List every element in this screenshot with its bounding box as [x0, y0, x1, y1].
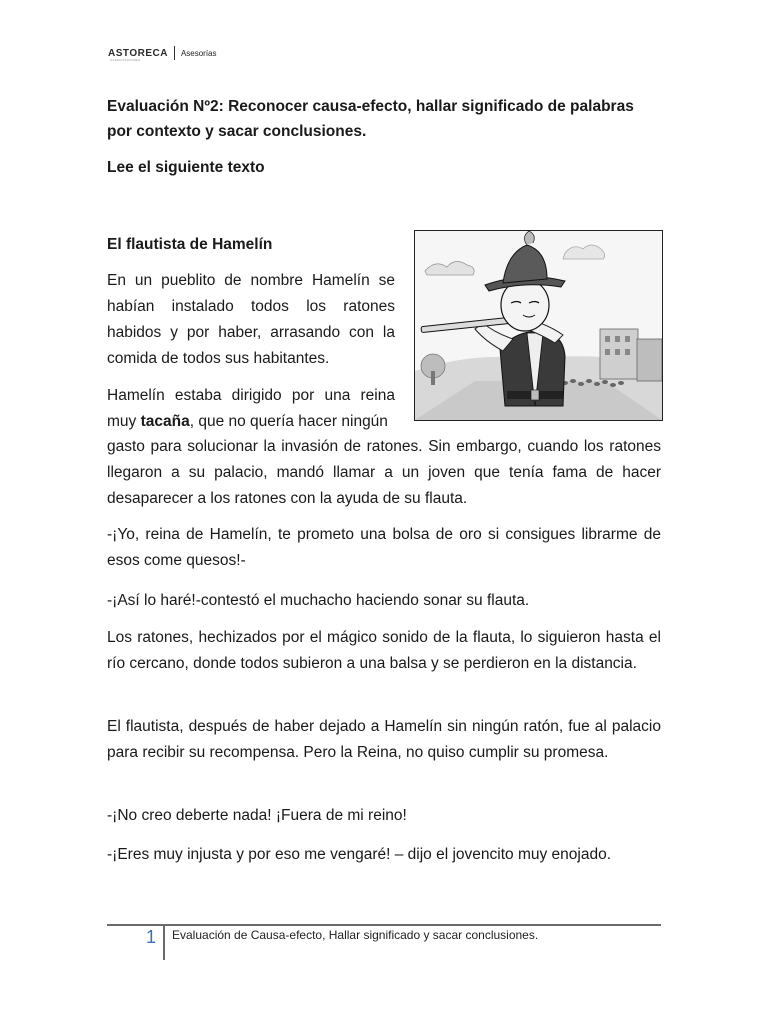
- keyword-tacana: tacaña: [140, 413, 190, 430]
- document-title: Evaluación Nº2: Reconocer causa-efecto, hallar significado de palabras por contexto y sacar conclusiones.: [107, 98, 634, 140]
- flute-player-drawing: [415, 231, 662, 420]
- paragraph-2-after-keyword: , que no quería hacer ningún: [189, 413, 388, 430]
- flute-player-illustration: [414, 230, 663, 421]
- logo-tagline: Asesorías: [180, 48, 217, 58]
- story-paragraph-5: Los ratones, hechizados por el mágico sonido de la flauta, lo siguieron hasta el río cercano, donde todos subieron a una balsa y se perdieron en la distancia.: [107, 629, 661, 672]
- story-paragraph-8: -¡Eres muy injusta y por eso me vengaré! – dijo el jovencito muy enojado.: [107, 846, 611, 863]
- story-title: El flautista de Hamelín: [107, 236, 273, 253]
- story-paragraph-4: -¡Así lo haré!-contestó el muchacho haciendo sonar su flauta.: [107, 592, 530, 609]
- story-paragraph-6: El flautista, después de haber dejado a Hamelín sin ningún ratón, fue al palacio para recibir su recompensa. Pero la Reina, no quiso cumplir su promesa.: [107, 718, 661, 761]
- logo-brand: ASTORECA: [108, 47, 168, 59]
- story-paragraph-2-start: [107, 383, 395, 435]
- footer-divider: [163, 926, 165, 960]
- story-paragraph-7: -¡No creo deberte nada! ¡Fuera de mi reino!: [107, 807, 407, 824]
- paragraph-2-lead: Hamelín estaba dirigido por una reina muy: [107, 387, 395, 430]
- footer-rule: [107, 924, 661, 926]
- page-number: 1: [146, 927, 157, 947]
- logo-divider: [174, 46, 175, 60]
- story-paragraph-2-rest: gasto para solucionar la invasión de ratones. Sin embargo, cuando los ratones llegaron a su palacio, mandó llamar a un joven que tenía fama de hacer desaparecer a los ratones con la ayuda de su flauta.: [107, 438, 661, 507]
- story-paragraph-1: En un pueblito de nombre Hamelín se habían instalado todos los ratones habidos y por haber, arrasando con la comida de todos sus habitantes.: [107, 272, 395, 367]
- story-paragraph-3: -¡Yo, reina de Hamelín, te prometo una bolsa de oro si consigues librarme de esos come quesos!-: [107, 526, 661, 569]
- logo-subtitle: CAPACITACIONES: [110, 58, 141, 62]
- instruction-heading: Lee el siguiente texto: [107, 159, 265, 176]
- footer-text: Evaluación de Causa-efecto, Hallar significado y sacar conclusiones.: [172, 928, 539, 942]
